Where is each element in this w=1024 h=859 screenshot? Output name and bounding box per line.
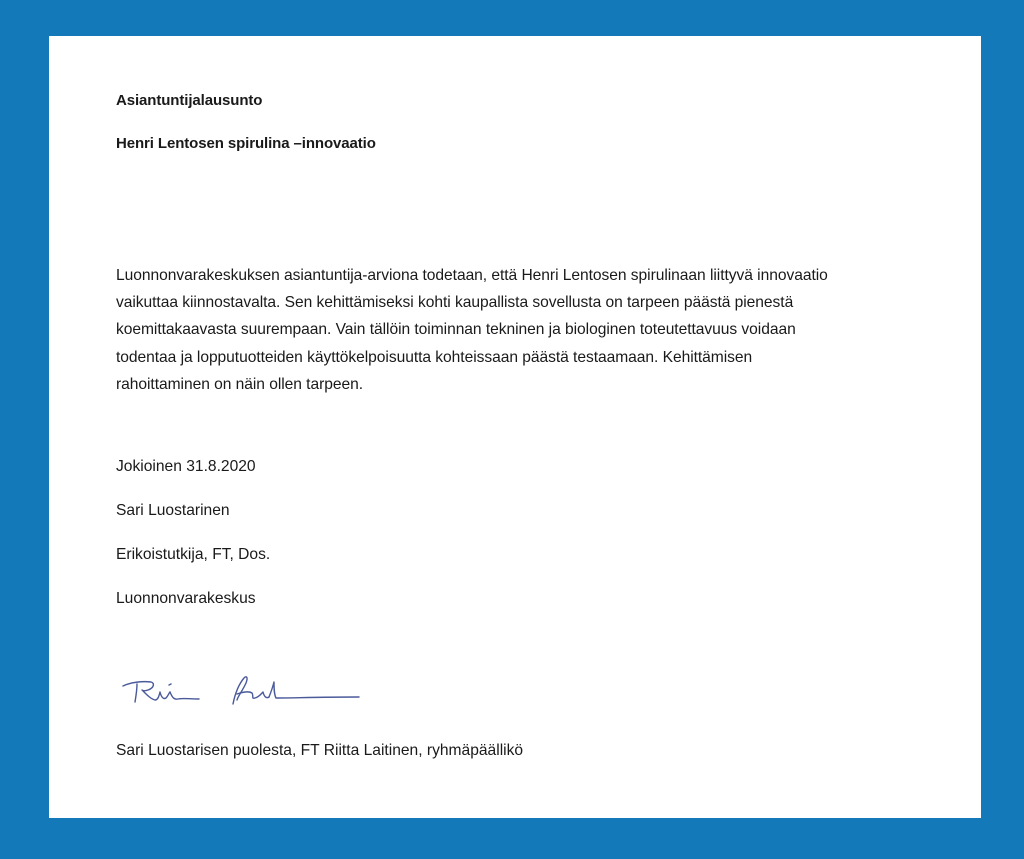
signer-title: Erikoistutkija, FT, Dos. [116, 546, 271, 563]
paragraph-line: koemittakaavasta suurempaan. Vain tällöin toiminnan tekninen ja biologinen toteutettavuus voidaan [116, 321, 796, 339]
document-page [49, 36, 981, 818]
handwritten-signature-icon [121, 672, 366, 710]
document-subheading: Henri Lentosen spirulina –innovaatio [116, 135, 376, 152]
document-heading: Asiantuntijalausunto [116, 92, 263, 109]
paragraph-line: todentaa ja lopputuotteiden käyttökelpoisuutta kohteissaan päästä testaamaan. Kehittämisen [116, 348, 753, 366]
on-behalf-line: Sari Luostarisen puolesta, FT Riitta Laitinen, ryhmäpäällikö [116, 742, 524, 759]
signer-name: Sari Luostarinen [116, 502, 230, 519]
statement-paragraph [116, 262, 936, 398]
paragraph-line: vaikuttaa kiinnostavalta. Sen kehittämiseksi kohti kaupallista sovellusta on tarpeen päästä pienestä [116, 294, 794, 312]
place-date: Jokioinen 31.8.2020 [116, 458, 256, 475]
paragraph-line: rahoittaminen on näin ollen tarpeen. [116, 375, 364, 393]
organization-name: Luonnonvarakeskus [116, 590, 256, 607]
paragraph-line: Luonnonvarakeskuksen asiantuntija-arviona todetaan, että Henri Lentosen spirulinaan liittyvä innovaatio [116, 267, 828, 284]
